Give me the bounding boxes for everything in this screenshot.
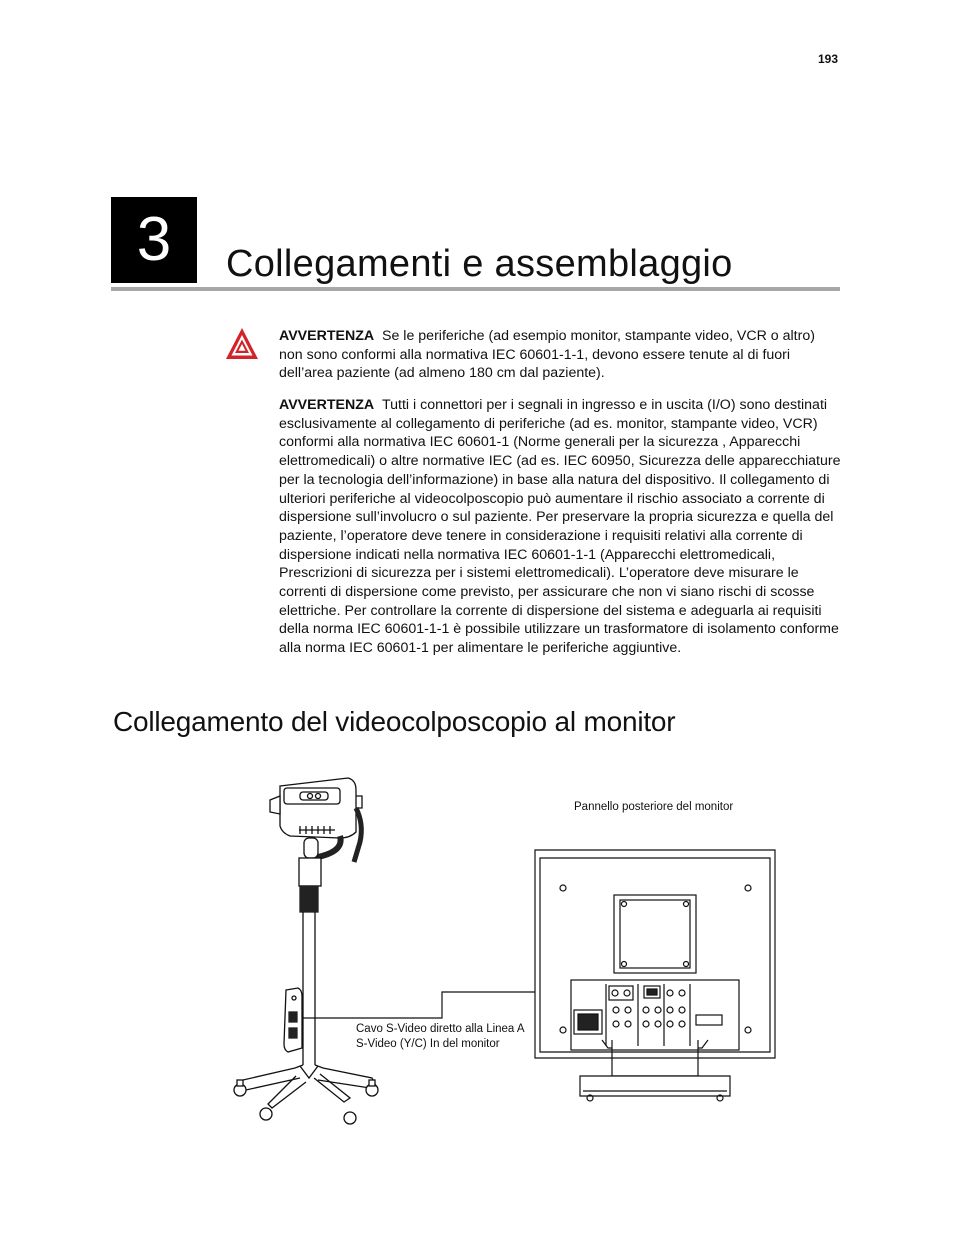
warning-paragraph-1 xyxy=(279,327,842,383)
monitor-panel-label: Pannello posteriore del monitor xyxy=(574,801,734,813)
warning-label: AVVERTENZA xyxy=(279,328,375,344)
chapter-rule xyxy=(111,287,840,291)
monitor-rear-panel xyxy=(535,850,775,1101)
warning-text: Tutti i connettori per i segnali in ingresso e in uscita (I/O) sono destinati esclusivamente al collegamento di periferiche (ad es. monitor, stampante video, VCR) conformi alla normativa IEC 60601-1 (Norme generali per la sicurezza , Apparecchi elettromedicali) o altre normative IEC (ad es. IEC 60950, Sicurezza delle apparecchiature per la tecnologia dell’informazione) in base alla natura del dispositivo. Il collegamento di ulteriori periferiche al videocolposcopio può aumentare il rischio associato a corrente di dispersione sull’involucro o sul paziente. Per preservare la propria sicurezza e quella del paziente, l’operatore deve tenere in considerazione i requisiti relativi alla corrente di dispersione indicati nella normativa IEC 60601-1-1 (Apparecchi elettromedicali, Prescrizioni di sicurezza per i sistemi elettromedicali). L’operatore deve misurare le correnti di dispersione come previsto, per assicurare che non vi siano rischi di scosse elettriche. Per controllare la corrente di dispersione del sistema e adeguarla ai requisiti della norma IEC 60601-1-1 è possibile utilizzare un trasformatore di isolamento conforme alla norma IEC 60601-1 per alimentare le periferiche aggiuntive. xyxy=(279,397,841,657)
warning-text: Se le periferiche (ad esempio monitor, stampante video, VCR o altro) non sono conformi alla normativa IEC 60601-1-1, devono essere tenute al di fuori dell’area paziente (ad almeno 180 cm dal paziente). xyxy=(279,328,815,382)
cable-label: Cavo S-Video diretto alla Linea A S-Video (Y/C) In del monitor xyxy=(356,1023,524,1050)
section-title: Collegamento del videocolposcopio al monitor xyxy=(113,706,676,737)
chapter-title: Collegamenti e assemblaggio xyxy=(226,243,733,285)
warning-label: AVVERTENZA xyxy=(279,397,375,413)
chapter-number-box: 3 xyxy=(111,197,197,283)
page-number: 193 xyxy=(818,52,839,66)
warning-paragraph-2 xyxy=(279,396,842,658)
connection-diagram xyxy=(225,770,785,1135)
warning-triangle-icon xyxy=(224,326,260,362)
